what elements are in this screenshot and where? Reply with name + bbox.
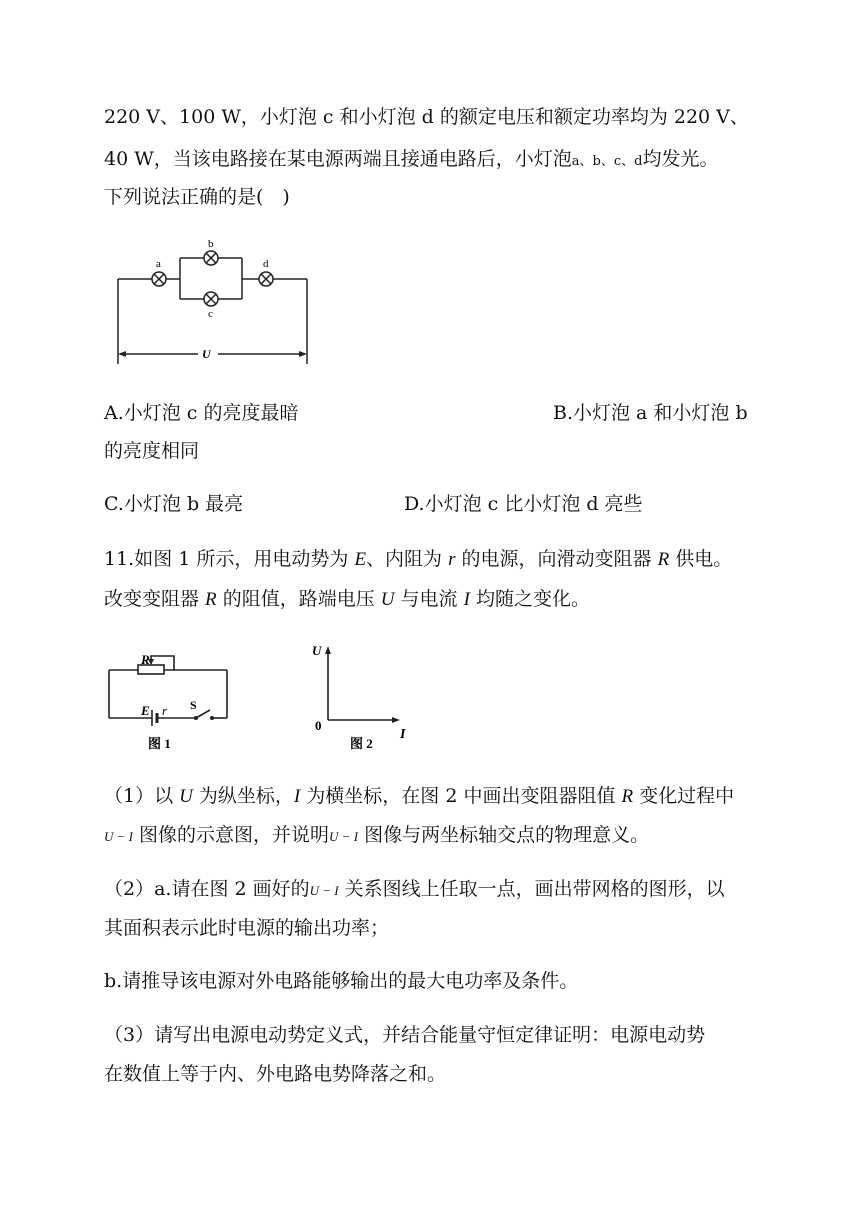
- q11-l2-R: R: [205, 589, 217, 610]
- p1-l2-t1: 图像的示意图，并说明: [133, 824, 330, 846]
- fig1-caption: 图 1: [148, 736, 171, 751]
- q11-l2-I: I: [463, 589, 470, 610]
- q10-stem-line3: 下列说法正确的是( ): [104, 186, 290, 208]
- p2a-t2: 关系图线上任取一点，画出带网格的图形，以: [338, 878, 725, 900]
- figure-2-axes: [308, 640, 428, 750]
- fig1-label-s: S: [190, 698, 197, 712]
- q11-l1-t4: 的电源，向滑动变阻器: [455, 548, 658, 570]
- p2a-ui: U − I: [309, 883, 339, 898]
- q11-l1-t2: 、内阻为: [366, 548, 449, 570]
- q11-part3-line2: 在数值上等于内、外电路电势降落之和。: [104, 1063, 447, 1085]
- p1-t4: 为横坐标，在图 2 中画出变阻器阻值: [300, 785, 622, 807]
- q10-bulb-list: a、b、c、d: [571, 154, 643, 169]
- p1-l2-t3: 图像与两坐标轴交点的物理意义。: [358, 824, 650, 846]
- p1-I: I: [293, 786, 301, 807]
- q10-stem-line2-end: 均发光。: [642, 148, 719, 170]
- q11-l1-r: r: [448, 549, 456, 570]
- q11-part2a-line2: 其面积表示此时电源的输出功率；: [104, 917, 390, 939]
- p1-ui-2: U − I: [329, 829, 359, 844]
- q11-l1-R: R: [657, 549, 670, 570]
- p1-U: U: [179, 786, 193, 807]
- fig2-caption: 图 2: [350, 736, 373, 750]
- p1-R: R: [621, 786, 634, 807]
- q11-part3-line1: （3）请写出电源电动势定义式，并结合能量守恒定律证明：电源电动势: [104, 1024, 706, 1046]
- figure-1-circuit: [100, 646, 240, 756]
- option-d: D.小灯泡 c 比小灯泡 d 亮些: [404, 493, 643, 515]
- p2a-t0: （2）a.请在图 2 画好的: [104, 878, 310, 900]
- q11-part1-line2: [104, 822, 649, 850]
- q11-part2b: b.请推导该电源对外电路能够输出的最大电功率及条件。: [104, 970, 579, 992]
- option-a: A.小灯泡 c 的亮度最暗: [104, 402, 299, 424]
- q11-stem-line1: [104, 546, 732, 573]
- fig2-origin: 0: [315, 718, 322, 733]
- fig1-label-r-resistor: R: [141, 652, 150, 667]
- option-c: C.小灯泡 b 最亮: [104, 493, 244, 515]
- option-b-part1: B.小灯泡 a 和小灯泡 b: [553, 402, 748, 424]
- q11-l1-t6: 供电。: [669, 548, 733, 570]
- label-u: U: [202, 347, 211, 361]
- q11-l2-U: U: [380, 589, 395, 610]
- label-c: c: [208, 308, 213, 320]
- fig2-label-i: I: [400, 727, 406, 742]
- fig1-label-r-internal: r: [162, 703, 168, 718]
- option-b-part2: 的亮度相同: [104, 440, 200, 462]
- p1-ui-1: U − I: [104, 829, 133, 844]
- fig2-label-u: U: [312, 643, 322, 658]
- q11-l2-t0: 改变变阻器: [104, 588, 206, 610]
- q11-l1-t0: 11.如图 1 所示，用电动势为: [104, 548, 355, 570]
- q11-l2-t6: 均随之变化。: [469, 588, 590, 610]
- q11-l2-t4: 与电流: [394, 588, 464, 610]
- q10-circuit-diagram: [112, 234, 322, 374]
- p1-t0: （1）以: [104, 785, 180, 807]
- q11-part2a-line1: [104, 876, 725, 904]
- q11-stem-line2: [104, 586, 590, 613]
- label-b: b: [208, 238, 214, 250]
- fig1-label-e: E: [141, 703, 150, 718]
- q10-stem-line2-text: 40 W，当该电路接在某电源两端且接通电路后，小灯泡: [104, 148, 572, 170]
- p1-t6: 变化过程中: [633, 785, 735, 807]
- q10-stem-line2: [104, 146, 718, 175]
- label-d: d: [263, 258, 269, 270]
- p1-t2: 为纵坐标，: [192, 785, 294, 807]
- label-a: a: [156, 258, 161, 270]
- q10-stem-line1: 220 V、100 W，小灯泡 c 和小灯泡 d 的额定电压和额定功率均为 220 V、: [104, 106, 749, 128]
- q11-part1-line1: [104, 783, 734, 810]
- q11-l1-e: E: [354, 549, 367, 570]
- q11-l2-t2: 的阻值，路端电压: [216, 588, 381, 610]
